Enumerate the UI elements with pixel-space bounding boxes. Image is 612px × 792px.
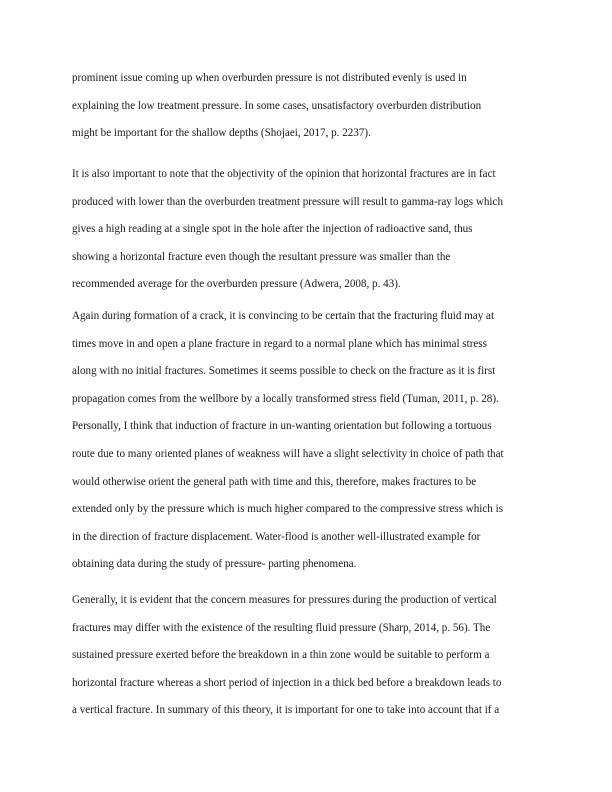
text-line: recommended average for the overburden pressure (Adwera, 2008, p. 43). bbox=[72, 278, 401, 291]
paragraph-3 bbox=[72, 308, 540, 584]
text-line: might be important for the shallow depths (Shojaei, 2017, p. 2237). bbox=[72, 127, 371, 140]
text-line: produced with lower than the overburden treatment pressure will result to gamma-ray logs which bbox=[72, 195, 503, 208]
paragraph-1 bbox=[72, 70, 540, 153]
text-line: explaining the low treatment pressure. In some cases, unsatisfactory overburden distribution bbox=[72, 99, 482, 112]
text-line: along with no initial fractures. Sometimes it seems possible to check on the fracture as it is first bbox=[72, 365, 496, 378]
text-line: It is also important to note that the objectivity of the opinion that horizontal fractures are in fact bbox=[72, 168, 496, 180]
text-line: gives a high reading at a single spot in the hole after the injection of radioactive sand, thus bbox=[72, 223, 473, 236]
text-line: sustained pressure exerted before the breakdown in a thin zone would be suitable to perform a bbox=[72, 649, 490, 662]
text-line: prominent issue coming up when overburden pressure is not distributed evenly is used in bbox=[72, 72, 467, 84]
text-line: propagation comes from the wellbore by a locally transformed stress field (Tuman, 2011, p. 28). bbox=[72, 392, 499, 405]
text-line: fractures may differ with the existence of the resulting fluid pressure (Sharp, 2014, p. 56). The bbox=[72, 621, 491, 634]
paragraph-2 bbox=[72, 166, 540, 304]
text-line: times move in and open a plane fracture in regard to a normal plane which has minimal stress bbox=[72, 337, 487, 350]
text-line: Personally, I think that induction of fracture in un-wanting orientation but following a tortuous bbox=[72, 420, 492, 433]
paragraph-4 bbox=[72, 592, 540, 730]
text-line: horizontal fracture whereas a short period of injection in a thick bed before a breakdown leads to bbox=[72, 676, 502, 689]
text-line: obtaining data during the study of pressure- parting phenomena. bbox=[72, 558, 357, 571]
text-line: Again during formation of a crack, it is convincing to be certain that the fracturing fluid may at bbox=[72, 310, 495, 322]
text-line: route due to many oriented planes of weakness will have a slight selectivity in choice of path that bbox=[72, 447, 504, 460]
text-line: would otherwise orient the general path with time and this, therefore, makes fractures to be bbox=[72, 475, 477, 488]
text-line: Generally, it is evident that the concern measures for pressures during the production of vertical bbox=[72, 594, 497, 606]
text-line: in the direction of fracture displacement. Water-flood is another well-illustrated example for bbox=[72, 530, 481, 543]
text-line: extended only by the pressure which is much higher compared to the compressive stress which is bbox=[72, 503, 504, 516]
text-line: a vertical fracture. In summary of this theory, it is important for one to take into account that if a bbox=[72, 704, 500, 717]
text-line: showing a horizontal fracture even though the resultant pressure was smaller than the bbox=[72, 250, 451, 263]
